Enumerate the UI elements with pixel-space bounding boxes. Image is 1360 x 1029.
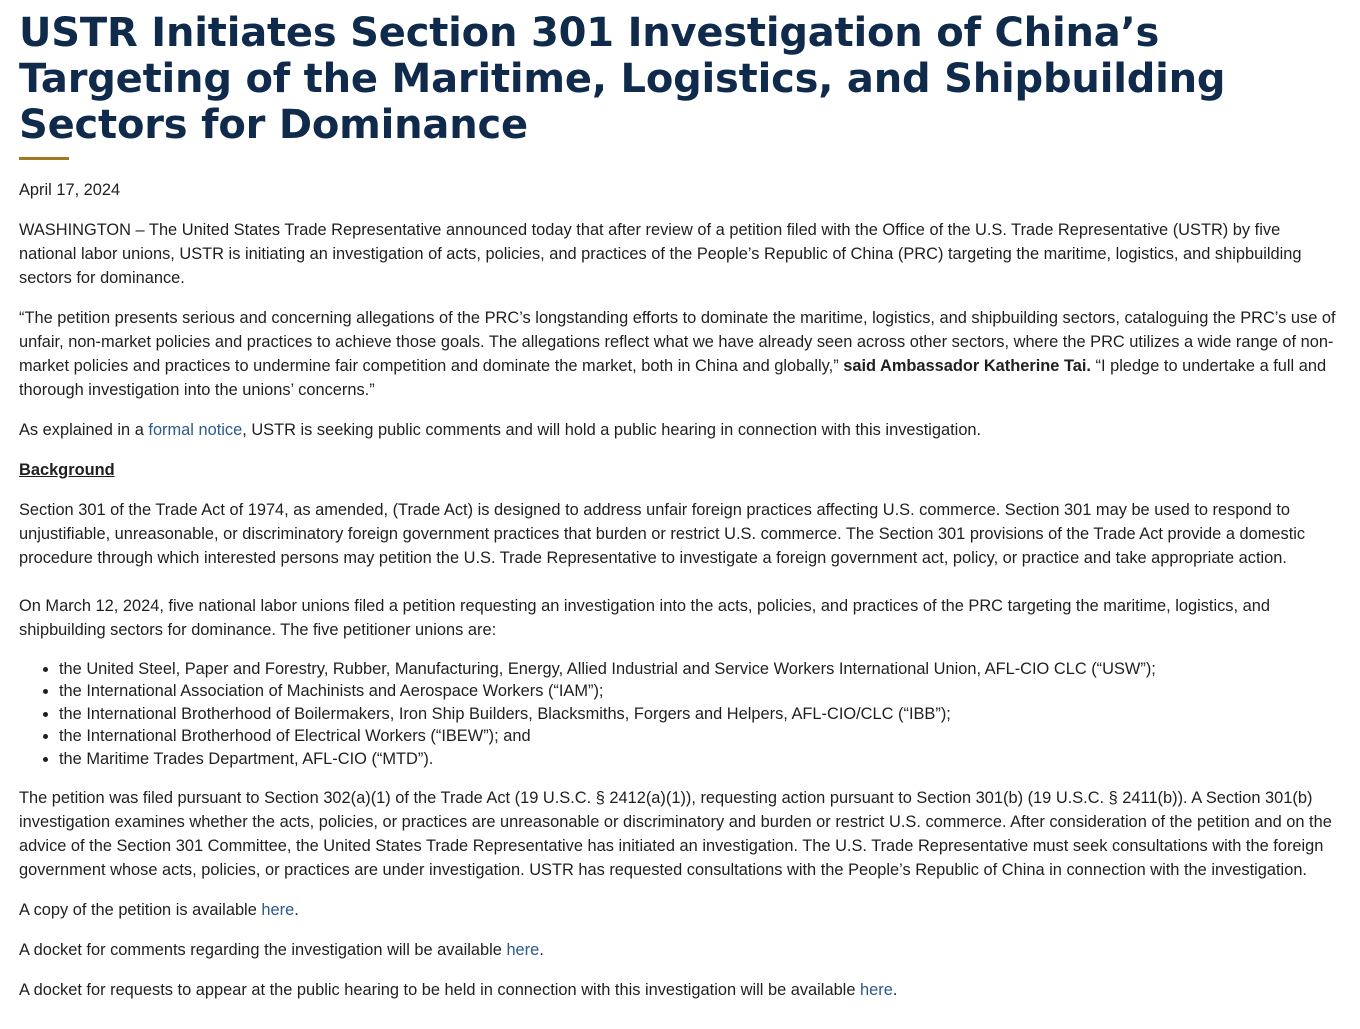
title-underline: [19, 157, 69, 160]
petition-paragraph: The petition was filed pursuant to Section 302(a)(1) of the Trade Act (19 U.S.C. § 2412(a)(1)), requesting action pursuant to Section 301(b) (19 U.S.C. § 2411(b)). A Section 301(b) investigation examines whether the acts, policies, or practices are unreasonable or discriminatory and burden or restrict U.S. commerce. After consideration of the petition and on the advice of the Section 301 Committee, the United States Trade Representative has initiated an investigation. The U.S. Trade Representative must seek consultations with the foreign government whose acts, policies, or practices are under investigation. USTR has requested consultations with the People’s Republic of China in connection with the investigation.: [19, 789, 1332, 880]
background-paragraph-2: On March 12, 2024, five national labor unions filed a petition requesting an investigation into the acts, policies, and practices of the PRC targeting the maritime, logistics, and shipbuilding sectors for dominance. The five petitioner unions are:: [19, 597, 1270, 639]
quote-speaker: said Ambassador Katherine Tai.: [843, 357, 1091, 375]
unions-list: [19, 658, 1340, 770]
comments-docket-text: A docket for comments regarding the investigation will be available: [19, 941, 507, 960]
hearing-docket-end: .: [892, 981, 898, 1000]
list-item: • the United Steel, Paper and Forestry, Rubber, Manufacturing, Energy, Allied Industrial and Service Workers International Union, AFL-CIO CLC (“USW”);: [59, 658, 1340, 680]
page-title: USTR Initiates Section 301 Investigation of China’s Targeting of the Maritime, Logistics, and Shipbuilding Sectors for Dominance: [19, 10, 1226, 148]
notice-text-after: , USTR is seeking public comments and will hold a public hearing in connection with this investigation.: [242, 421, 982, 439]
quote-paragraph: [19, 306, 1340, 402]
list-item: • the International Brotherhood of Electrical Workers (“IBEW”); and: [59, 725, 1340, 747]
quote-text-2: “I pledge to undertake a full and thorough investigation into the unions’ concerns.”: [19, 357, 1327, 399]
copy-line-end: .: [294, 901, 299, 920]
publish-date: April 17, 2024: [19, 181, 121, 199]
formal-notice-link[interactable]: formal notice: [148, 421, 243, 439]
background-heading: Background: [19, 461, 115, 479]
list-item: • the Maritime Trades Department, AFL-CIO (“MTD”).: [59, 748, 1340, 770]
petition-copy-link[interactable]: here: [261, 901, 295, 920]
list-item: • the International Association of Machinists and Aerospace Workers (“IAM”);: [59, 680, 1340, 702]
hearing-docket-text: A docket for requests to appear at the public hearing to be held in connection with this investigation will be available: [19, 981, 860, 1000]
comments-docket-end: .: [539, 941, 544, 960]
notice-text-before: As explained in a: [19, 421, 149, 439]
comments-docket-line: [19, 938, 1340, 962]
copy-line-text: A copy of the petition is available: [19, 901, 262, 920]
list-item: • the International Brotherhood of Boilermakers, Iron Ship Builders, Blacksmiths, Forgers and Helpers, AFL-CIO/CLC (“IBB”);: [59, 703, 1340, 725]
notice-paragraph: [19, 418, 1340, 442]
hearing-docket-link[interactable]: here: [860, 981, 893, 1000]
intro-paragraph: WASHINGTON – The United States Trade Representative announced today that after review of a petition filed with the Office of the U.S. Trade Representative (USTR) by five national labor unions, USTR is initiating an investigation of acts, policies, and practices of the People’s Republic of China (PRC) targeting the maritime, logistics, and shipbuilding sectors for dominance.: [19, 221, 1302, 287]
petition-copy-line: [19, 898, 1340, 922]
background-paragraph-1: Section 301 of the Trade Act of 1974, as amended, (Trade Act) is designed to address unfair foreign practices affecting U.S. commerce. Section 301 may be used to respond to unjustifiable, unreasonable, or discriminatory foreign government practices that burden or restrict U.S. commerce. The Section 301 provisions of the Trade Act provide a domestic procedure through which interested persons may petition the U.S. Trade Representative to investigate a foreign government act, policy, or practice and take appropriate action.: [19, 501, 1306, 567]
quote-text-1: “The petition presents serious and concerning allegations of the PRC’s longstanding efforts to dominate the maritime, logistics, and shipbuilding sectors, cataloguing the PRC’s use of unfair, non-market policies and practices to achieve those goals. The allegations reflect what we have already seen across other sectors, where the PRC utilizes a wide range of non-market policies and practices to undermine fair competition and dominate the market, both in China and globally,”: [19, 309, 1336, 375]
comments-docket-link[interactable]: here: [506, 941, 540, 960]
hearing-docket-line: [19, 978, 1340, 1002]
